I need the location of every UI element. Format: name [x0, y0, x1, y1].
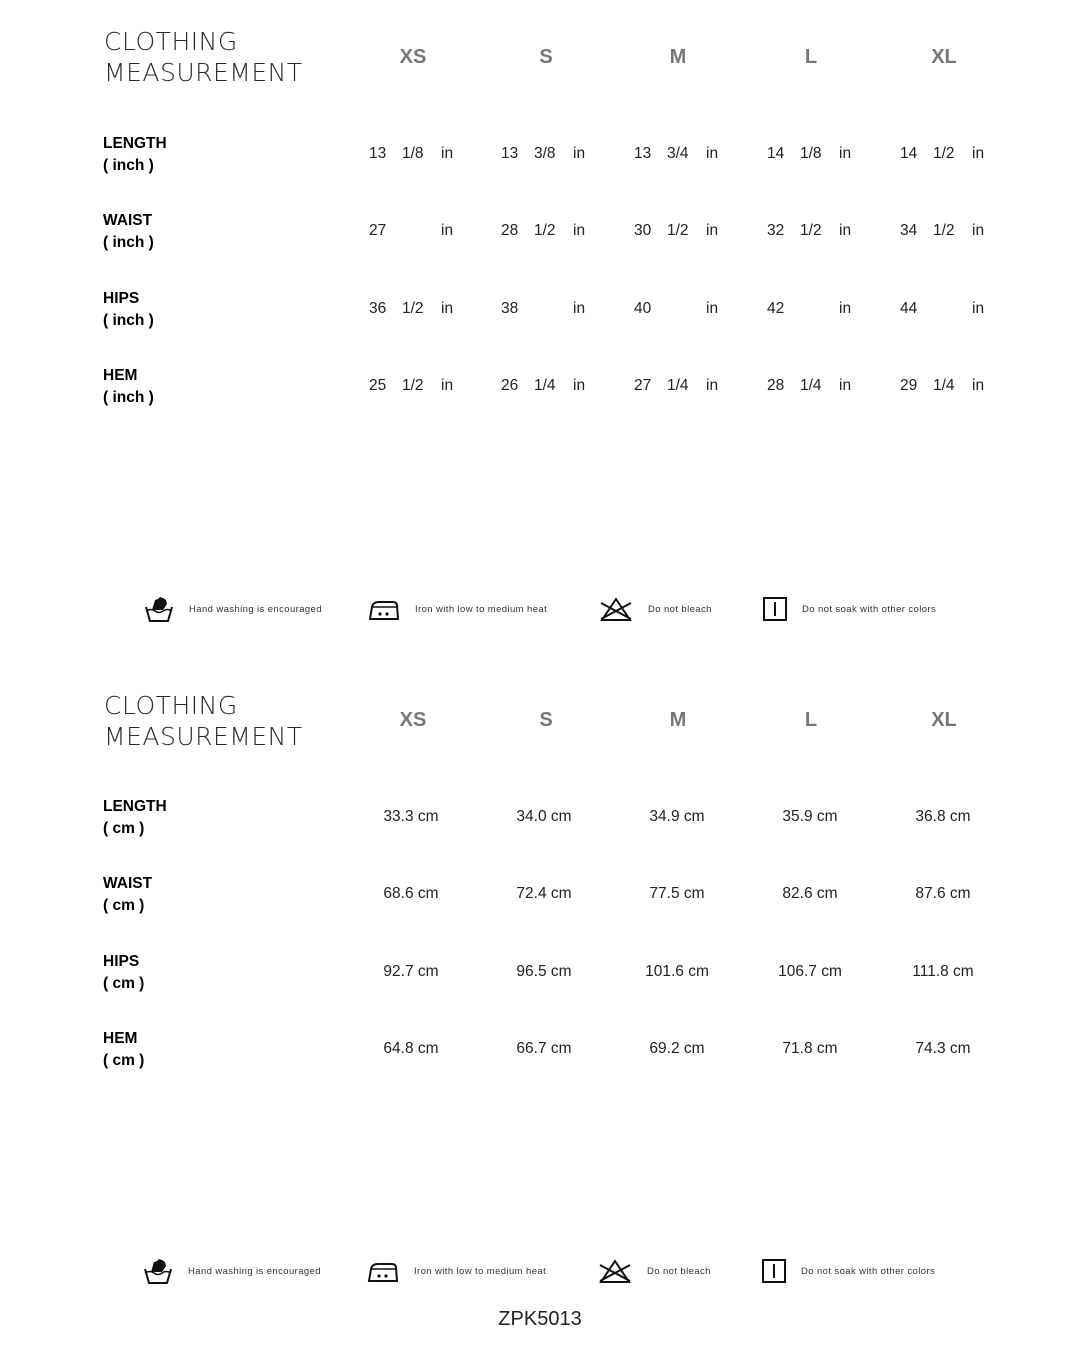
no-soak-icon: [762, 594, 788, 624]
row-unit: ( inch ): [103, 234, 154, 251]
row-name: HIPS: [103, 953, 140, 970]
cm-cell: 68.6 cm: [383, 885, 439, 902]
inch-fraction: 1/8: [402, 145, 424, 162]
inch-fraction: 1/2: [534, 222, 556, 239]
inch-unit: in: [706, 222, 719, 239]
row-name: WAIST: [103, 212, 153, 229]
row-unit: ( inch ): [103, 312, 154, 329]
row-unit: ( cm ): [103, 820, 145, 837]
iron-icon: [367, 594, 401, 624]
care-item-hand-wash: [142, 1256, 321, 1286]
no-bleach-icon: [598, 594, 634, 624]
cm-cell: 87.6 cm: [915, 885, 971, 902]
row-name: WAIST: [103, 875, 153, 892]
size-header-l: L: [804, 46, 818, 68]
hand-wash-icon: [142, 1256, 174, 1286]
care-text: Hand washing is encouraged: [189, 603, 322, 615]
inch-whole: 36: [369, 300, 387, 317]
care-item-no-bleach: [597, 1256, 711, 1286]
inch-unit: in: [706, 377, 719, 394]
cm-cell: 34.9 cm: [649, 808, 705, 825]
care-text: Do not bleach: [648, 603, 712, 615]
inch-whole: 40: [634, 300, 652, 317]
title-line-1: CLOTHING: [104, 27, 238, 56]
row-name: HIPS: [103, 290, 140, 307]
inch-whole: 26: [501, 377, 519, 394]
inch-unit: in: [839, 222, 852, 239]
inch-unit: in: [706, 300, 719, 317]
inch-unit: in: [441, 300, 454, 317]
inch-whole: 28: [767, 377, 785, 394]
title-line-2: MEASUREMENT: [104, 58, 303, 87]
cm-cell: 92.7 cm: [383, 963, 439, 980]
inch-whole: 30: [634, 222, 652, 239]
inch-whole: 28: [501, 222, 519, 239]
inch-whole: 13: [501, 145, 519, 162]
inch-fraction: 1/2: [667, 222, 689, 239]
size-header-s: S: [539, 46, 553, 68]
title-line-2: MEASUREMENT: [104, 722, 303, 751]
care-instructions: [0, 594, 1080, 634]
row-label-hem: [103, 1028, 144, 1072]
inch-whole: 38: [501, 300, 519, 317]
inch-fraction: 1/4: [667, 377, 689, 394]
inch-fraction: 1/2: [402, 300, 424, 317]
inch-fraction: 1/2: [402, 377, 424, 394]
care-text: Iron with low to medium heat: [415, 603, 548, 615]
page-title: [104, 690, 303, 752]
inch-fraction: 1/2: [933, 222, 955, 239]
title-line-1: CLOTHING: [104, 691, 238, 720]
inch-whole: 13: [369, 145, 387, 162]
inch-unit: in: [441, 145, 454, 162]
inch-whole: 27: [369, 222, 387, 239]
inch-whole: 14: [900, 145, 918, 162]
care-item-no-soak: [762, 594, 936, 624]
inch-unit: in: [573, 222, 586, 239]
inch-unit: in: [972, 222, 985, 239]
row-label-hips: [103, 951, 144, 995]
care-item-iron: [366, 1256, 546, 1286]
row-name: HEM: [103, 1030, 138, 1047]
inch-fraction: 1/4: [933, 377, 955, 394]
cm-cell: 36.8 cm: [915, 808, 971, 825]
row-label-hem: [103, 365, 154, 409]
inch-fraction: 1/2: [933, 145, 955, 162]
inch-whole: 29: [900, 377, 918, 394]
cm-cell: 111.8 cm: [912, 963, 974, 980]
inch-unit: in: [573, 300, 586, 317]
inch-fraction: 1/4: [534, 377, 556, 394]
row-unit: ( inch ): [103, 389, 154, 406]
care-item-hand-wash: [143, 594, 322, 624]
row-label-length: [103, 133, 167, 177]
cm-cell: 72.4 cm: [516, 885, 572, 902]
row-name: LENGTH: [103, 135, 167, 152]
care-text: Hand washing is encouraged: [188, 1265, 321, 1277]
care-item-no-bleach: [598, 594, 712, 624]
inch-unit: in: [972, 300, 985, 317]
product-code: ZPK5013: [498, 1308, 582, 1330]
row-label-length: [103, 796, 167, 840]
inch-unit: in: [441, 377, 454, 394]
inch-whole: 32: [767, 222, 785, 239]
care-text: Iron with low to medium heat: [414, 1265, 547, 1277]
cm-cell: 35.9 cm: [782, 808, 838, 825]
cm-cell: 64.8 cm: [383, 1040, 439, 1057]
care-item-iron: [367, 594, 547, 624]
row-name: HEM: [103, 367, 138, 384]
inch-whole: 42: [767, 300, 785, 317]
cm-cell: 77.5 cm: [649, 885, 705, 902]
cm-cell: 101.6 cm: [645, 963, 709, 980]
inch-fraction: 1/2: [800, 222, 822, 239]
inch-whole: 34: [900, 222, 918, 239]
cm-cell: 66.7 cm: [516, 1040, 572, 1057]
care-text: Do not soak with other colors: [801, 1265, 936, 1277]
size-header-s: S: [539, 709, 553, 731]
cm-cell: 106.7 cm: [778, 963, 842, 980]
row-label-hips: [103, 288, 154, 332]
iron-icon: [366, 1256, 400, 1286]
row-unit: ( cm ): [103, 897, 145, 914]
inch-unit: in: [441, 222, 454, 239]
cm-cell: 74.3 cm: [915, 1040, 971, 1057]
inch-unit: in: [706, 145, 719, 162]
size-header-m: M: [669, 46, 687, 68]
care-text: Do not soak with other colors: [802, 603, 937, 615]
inch-fraction: 3/4: [667, 145, 689, 162]
inch-fraction: 3/8: [534, 145, 556, 162]
inch-unit: in: [839, 377, 852, 394]
inch-whole: 14: [767, 145, 785, 162]
size-header-xl: XL: [931, 709, 957, 731]
inch-unit: in: [839, 300, 852, 317]
row-unit: ( inch ): [103, 157, 154, 174]
no-bleach-icon: [597, 1256, 633, 1286]
cm-cell: 69.2 cm: [649, 1040, 705, 1057]
inch-whole: 25: [369, 377, 387, 394]
row-unit: ( cm ): [103, 975, 145, 992]
inch-fraction: 1/4: [800, 377, 822, 394]
row-unit: ( cm ): [103, 1052, 145, 1069]
cm-cell: 96.5 cm: [516, 963, 572, 980]
size-header-xl: XL: [931, 46, 957, 68]
cm-cell: 34.0 cm: [516, 808, 572, 825]
row-name: LENGTH: [103, 798, 167, 815]
cm-cell: 71.8 cm: [782, 1040, 838, 1057]
inch-fraction: 1/8: [800, 145, 822, 162]
inch-unit: in: [972, 377, 985, 394]
row-label-waist: [103, 210, 154, 254]
hand-wash-icon: [143, 594, 175, 624]
row-label-waist: [103, 873, 152, 917]
care-text: Do not bleach: [647, 1265, 711, 1277]
size-header-l: L: [804, 709, 818, 731]
page-title: [104, 26, 303, 88]
size-header-xs: XS: [399, 709, 427, 731]
inch-unit: in: [972, 145, 985, 162]
inch-whole: 44: [900, 300, 918, 317]
inch-unit: in: [573, 145, 586, 162]
inch-whole: 27: [634, 377, 652, 394]
care-item-no-soak: [761, 1256, 935, 1286]
inch-unit: in: [839, 145, 852, 162]
cm-cell: 82.6 cm: [782, 885, 838, 902]
care-instructions: [0, 1256, 1080, 1296]
inch-whole: 13: [634, 145, 652, 162]
no-soak-icon: [761, 1256, 787, 1286]
inch-unit: in: [573, 377, 586, 394]
size-header-xs: XS: [399, 46, 427, 68]
size-header-m: M: [669, 709, 687, 731]
cm-cell: 33.3 cm: [383, 808, 439, 825]
